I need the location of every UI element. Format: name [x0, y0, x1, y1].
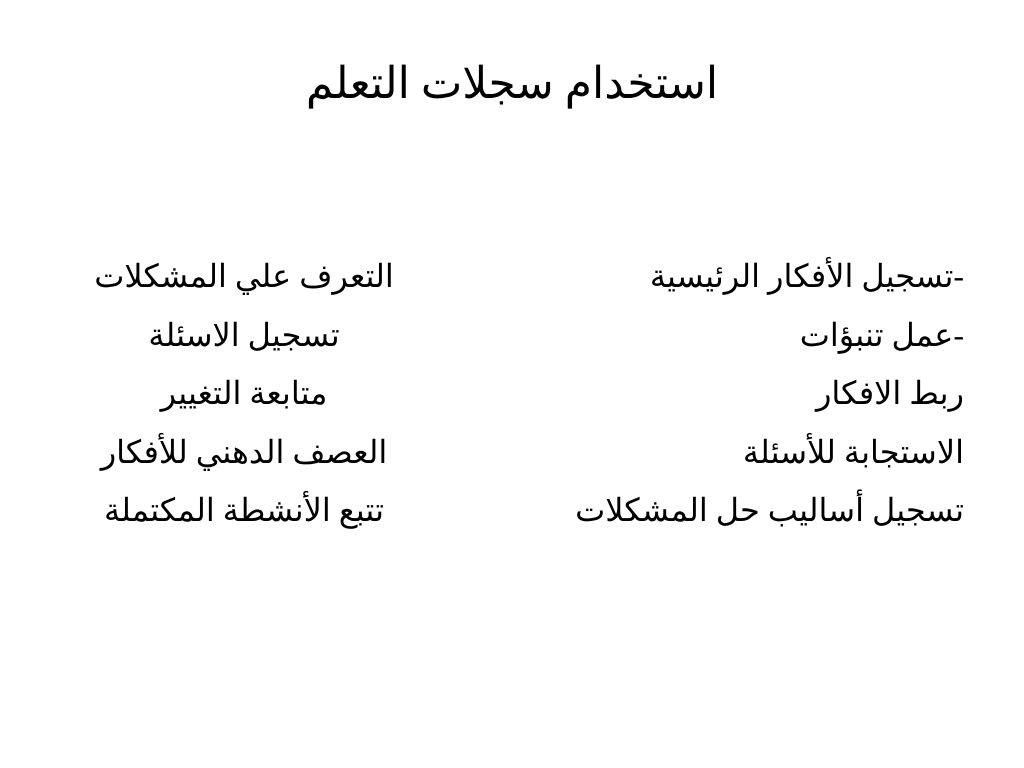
list-item: -عمل تنبؤات — [799, 316, 964, 353]
list-item: العصف الدهني للأفكار — [100, 433, 388, 470]
slide-title: استخدام سجلات التعلم — [305, 59, 719, 108]
list-item: تسجيل أساليب حل المشكلات — [575, 492, 964, 528]
list-item: ربط الافكار — [815, 375, 964, 411]
list-item: تتبع الأنشطة المكتملة — [104, 492, 384, 528]
right-column-list — [544, 247, 964, 540]
list-item: متابعة التغيير — [160, 375, 328, 411]
left-column-list — [24, 247, 464, 540]
list-item: التعرف علي المشكلات — [94, 258, 394, 294]
list-item: -تسجيل الأفكار الرئيسية — [649, 258, 964, 294]
list-item: الاستجابة للأسئلة — [742, 433, 964, 470]
list-item: تسجيل الاسئلة — [148, 316, 340, 353]
